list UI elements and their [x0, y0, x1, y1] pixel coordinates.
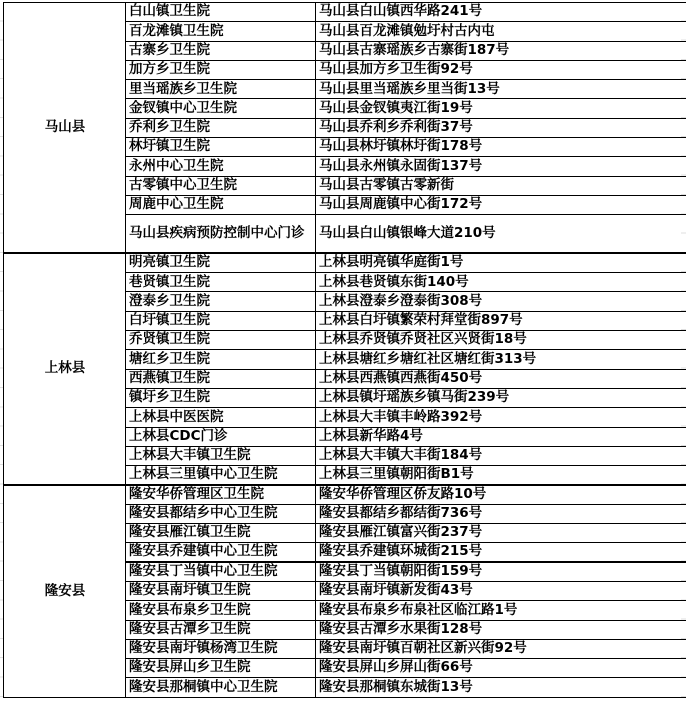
facility-name-cell[interactable]: 隆安县屏山乡卫生院 [126, 659, 316, 678]
county-cell[interactable]: 隆安县 [4, 485, 126, 697]
facility-name-cell[interactable]: 隆安县南圩镇杨湾卫生院 [126, 639, 316, 658]
facility-address-cell[interactable]: 上林县塘红乡塘红社区塘红街313号 [316, 350, 686, 369]
facility-address-cell[interactable]: 上林县大丰镇大丰街184号 [316, 446, 686, 465]
facility-address-cell[interactable]: 上林县镇圩瑶族乡镇马街239号 [316, 388, 686, 407]
facility-name-cell[interactable]: 隆安华侨管理区卫生院 [126, 485, 316, 504]
facility-address-cell[interactable]: 隆安县南圩镇新发街43号 [316, 581, 686, 600]
facility-name-cell[interactable]: 隆安县古潭乡卫生院 [126, 620, 316, 639]
facility-address-cell[interactable]: 上林县西燕镇西燕街450号 [316, 369, 686, 388]
facility-address-cell[interactable]: 隆安县布泉乡布泉社区临江路1号 [316, 601, 686, 620]
facility-address-cell[interactable]: 隆安县都结乡都结街736号 [316, 504, 686, 523]
facility-address-cell[interactable]: 隆安县丁当镇朝阳街159号 [316, 562, 686, 581]
facility-name-cell[interactable]: 上林县CDC门诊 [126, 427, 316, 446]
facility-name-cell[interactable]: 加方乡卫生院 [126, 60, 316, 79]
facility-name-cell[interactable]: 上林县大丰镇卫生院 [126, 446, 316, 465]
facility-address-cell[interactable]: 马山县古寨瑶族乡古寨街187号 [316, 41, 686, 60]
facility-address-cell[interactable]: 马山县永州镇永固街137号 [316, 157, 686, 176]
facility-name-cell[interactable]: 西燕镇卫生院 [126, 369, 316, 388]
facility-address-cell[interactable]: 上林县大丰镇丰岭路392号 [316, 408, 686, 427]
facility-name-cell[interactable]: 镇圩乡卫生院 [126, 388, 316, 407]
facility-address-cell[interactable]: 隆安县那桐镇东城街13号 [316, 678, 686, 697]
facility-name-cell[interactable]: 古零镇中心卫生院 [126, 176, 316, 195]
facility-name-cell[interactable]: 古寨乡卫生院 [126, 41, 316, 60]
facility-name-cell[interactable]: 林圩镇卫生院 [126, 138, 316, 157]
county-cell[interactable]: 上林县 [4, 253, 126, 485]
facility-address-cell[interactable]: 隆安县古潭乡水果街128号 [316, 620, 686, 639]
facility-address-cell[interactable]: 马山县乔利乡乔利街37号 [316, 118, 686, 137]
facility-name-cell[interactable]: 隆安县雁江镇卫生院 [126, 524, 316, 543]
facility-address-cell[interactable]: 隆安华侨管理区侨友路10号 [316, 485, 686, 504]
facility-name-cell[interactable]: 乔贤镇卫生院 [126, 331, 316, 350]
facility-name-cell[interactable]: 乔利乡卫生院 [126, 118, 316, 137]
table-row [4, 485, 686, 504]
facility-address-cell[interactable]: 上林县巷贤镇东街140号 [316, 273, 686, 292]
facility-address-cell[interactable]: 马山县里当瑶族乡里当街13号 [316, 80, 686, 99]
facility-name-cell[interactable]: 百龙滩镇卫生院 [126, 22, 316, 41]
facility-name-cell[interactable]: 隆安县丁当镇中心卫生院 [126, 562, 316, 581]
facility-address-cell[interactable]: 上林县白圩镇繁荣村拜堂街897号 [316, 311, 686, 330]
facility-address-cell[interactable]: 隆安县屏山乡屏山街66号 [316, 659, 686, 678]
facility-name-cell[interactable]: 巷贤镇卫生院 [126, 273, 316, 292]
facility-address-cell[interactable]: 上林县新华路4号 [316, 427, 686, 446]
facility-name-cell[interactable]: 白圩镇卫生院 [126, 311, 316, 330]
facility-name-cell[interactable]: 隆安县那桐镇中心卫生院 [126, 678, 316, 697]
facility-address-cell[interactable]: 马山县古零镇古零新街 [316, 176, 686, 195]
facility-name-cell[interactable]: 白山镇卫生院 [126, 3, 316, 22]
facility-name-cell[interactable]: 隆安县南圩镇卫生院 [126, 581, 316, 600]
facility-address-cell[interactable]: 马山县加方乡卫生街92号 [316, 60, 686, 79]
facility-name-cell[interactable]: 塘红乡卫生院 [126, 350, 316, 369]
facility-name-cell[interactable]: 上林县三里镇中心卫生院 [126, 466, 316, 485]
facility-name-cell[interactable]: 上林县中医医院 [126, 408, 316, 427]
facility-name-cell[interactable]: 隆安县乔建镇中心卫生院 [126, 543, 316, 562]
facility-name-cell[interactable]: 永州中心卫生院 [126, 157, 316, 176]
facility-address-cell[interactable]: 上林县明亮镇华庭街1号 [316, 253, 686, 272]
facility-name-cell[interactable]: 金钗镇中心卫生院 [126, 99, 316, 118]
facility-address-cell[interactable]: 上林县三里镇朝阳街B1号 [316, 466, 686, 485]
facility-address-cell[interactable]: 隆安县雁江镇富兴街237号 [316, 524, 686, 543]
facility-address-cell[interactable]: 隆安县南圩镇百朝社区新兴街92号 [316, 639, 686, 658]
facility-address-cell[interactable]: 马山县白山镇西华路241号 [316, 3, 686, 22]
facility-address-cell[interactable]: 马山县林圩镇林圩街178号 [316, 138, 686, 157]
facility-name-cell[interactable]: 里当瑶族乡卫生院 [126, 80, 316, 99]
facility-address-cell[interactable]: 马山县金钗镇夷江街19号 [316, 99, 686, 118]
facility-address-cell[interactable]: 马山县周鹿镇中心街172号 [316, 195, 686, 214]
facility-name-cell[interactable]: 马山县疾病预防控制中心门诊 [126, 215, 316, 254]
facility-address-cell[interactable]: 隆安县乔建镇环城街215号 [316, 543, 686, 562]
facility-name-cell[interactable]: 澄泰乡卫生院 [126, 292, 316, 311]
table-row [4, 3, 686, 22]
table-row [4, 253, 686, 272]
facility-address-cell[interactable]: 上林县澄泰乡澄泰街308号 [316, 292, 686, 311]
health-centers-table [3, 2, 686, 698]
facility-name-cell[interactable]: 周鹿中心卫生院 [126, 195, 316, 214]
county-cell[interactable]: 马山县 [4, 3, 126, 254]
facility-name-cell[interactable]: 明亮镇卫生院 [126, 253, 316, 272]
facility-name-cell[interactable]: 隆安县都结乡中心卫生院 [126, 504, 316, 523]
facility-name-cell[interactable]: 隆安县布泉乡卫生院 [126, 601, 316, 620]
facility-address-cell[interactable]: 马山县百龙滩镇勉圩村古内屯 [316, 22, 686, 41]
facility-address-cell[interactable]: 上林县乔贤镇乔贤社区兴贤街18号 [316, 331, 686, 350]
facility-address-cell[interactable]: 马山县白山镇银峰大道210号 [316, 215, 686, 254]
